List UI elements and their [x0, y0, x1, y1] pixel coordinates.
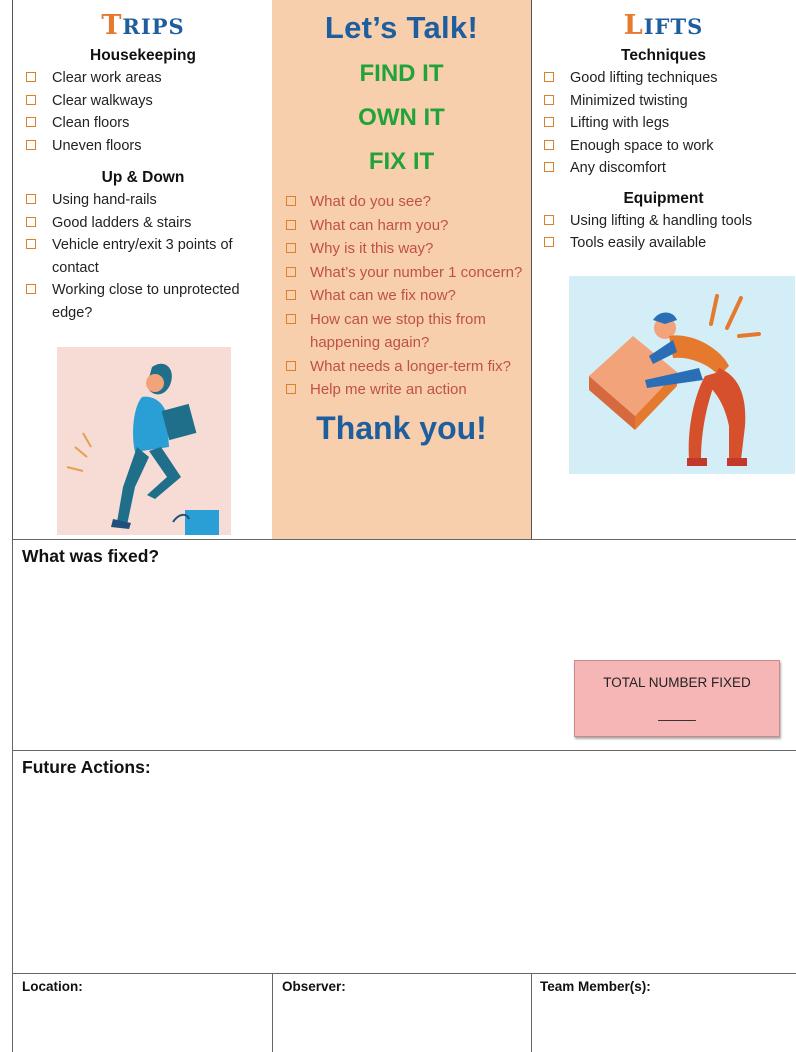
what-was-fixed-label: What was fixed? — [22, 546, 160, 566]
checkbox-icon[interactable] — [286, 384, 296, 394]
lifts-title — [531, 10, 796, 41]
checklist-item[interactable] — [25, 112, 273, 135]
total-number-fixed-blank: _____ — [658, 706, 696, 721]
checklist-item[interactable] — [543, 232, 796, 255]
find-it-heading: FIND IT — [359, 60, 444, 87]
question-label: What needs a longer-term fix? — [310, 357, 511, 375]
checklist-item[interactable] — [543, 112, 796, 135]
checklist-item[interactable] — [543, 67, 796, 90]
divider — [12, 539, 796, 540]
checklist-item-label: Minimized twisting — [570, 92, 688, 109]
trips-title-rest: RIPS — [122, 14, 185, 39]
question-label: Help me write an action — [310, 381, 467, 398]
future-actions-label: Future Actions: — [22, 757, 151, 777]
checklist-item-label: Using lifting & handling tools — [570, 212, 753, 229]
checklist-item[interactable] — [25, 135, 273, 158]
observer-label: Observer: — [282, 979, 346, 994]
lifts-title-rest: IFTS — [643, 14, 704, 39]
equipment-list — [531, 210, 796, 255]
checkbox-icon[interactable] — [26, 194, 36, 204]
checklist-item[interactable] — [25, 90, 273, 113]
checklist-item[interactable] — [25, 234, 273, 279]
techniques-list — [531, 67, 796, 180]
checkbox-icon[interactable] — [26, 95, 36, 105]
checkbox-icon[interactable] — [544, 237, 554, 247]
techniques-heading: Techniques — [621, 47, 706, 64]
lets-talk-title: Let’s Talk! — [324, 10, 479, 45]
checklist-item-label: Clean floors — [52, 115, 130, 131]
trips-title — [13, 10, 273, 41]
trips-column — [12, 0, 274, 539]
divider — [12, 539, 13, 1052]
checkbox-icon[interactable] — [286, 220, 296, 230]
safety-conversation-card — [12, 0, 796, 1052]
checklist-item[interactable] — [25, 67, 273, 90]
thank-you-text: Thank you! — [316, 409, 487, 446]
question-item[interactable] — [284, 284, 531, 308]
checklist-item[interactable] — [543, 135, 796, 158]
checklist-item-label: Any discomfort — [570, 160, 666, 176]
checkbox-icon[interactable] — [26, 239, 36, 249]
lifts-title-initial: L — [623, 10, 644, 41]
lets-talk-column — [272, 0, 532, 539]
checkbox-icon[interactable] — [26, 117, 36, 127]
checkbox-icon[interactable] — [286, 243, 296, 253]
question-label: What can harm you? — [310, 216, 449, 234]
question-item[interactable] — [284, 237, 531, 261]
question-label: What can we fix now? — [310, 287, 456, 304]
checklist-item-label: Using hand-rails — [52, 192, 157, 208]
divider — [12, 973, 796, 974]
checkbox-icon[interactable] — [286, 314, 296, 324]
checklist-item[interactable] — [25, 212, 273, 235]
checklist-item-label: Clear walkways — [52, 92, 153, 109]
question-item[interactable] — [284, 355, 531, 379]
total-number-fixed-label: TOTAL NUMBER FIXED — [603, 675, 751, 690]
checkbox-icon[interactable] — [26, 284, 36, 294]
checklist-item-label: Uneven floors — [52, 137, 142, 154]
checklist-item-label: Good lifting techniques — [570, 70, 718, 86]
location-label: Location: — [22, 979, 83, 994]
checklist-item[interactable] — [543, 90, 796, 113]
question-item[interactable] — [284, 308, 531, 355]
checkbox-icon[interactable] — [544, 215, 554, 225]
total-number-fixed-box[interactable] — [574, 660, 780, 737]
housekeeping-heading: Housekeeping — [90, 47, 196, 64]
question-item[interactable] — [284, 378, 531, 402]
lifts-column — [531, 0, 796, 539]
checkbox-icon[interactable] — [286, 267, 296, 277]
updown-heading: Up & Down — [101, 169, 185, 186]
checkbox-icon[interactable] — [286, 290, 296, 300]
fix-it-heading: FIX IT — [368, 148, 435, 175]
checkbox-icon[interactable] — [286, 361, 296, 371]
checklist-item-label: Working close to unprotected edge? — [52, 282, 240, 321]
checkbox-icon[interactable] — [544, 72, 554, 82]
tripping-person-illustration — [57, 347, 231, 535]
checkbox-icon[interactable] — [26, 140, 36, 150]
trips-title-initial: T — [101, 10, 123, 41]
checkbox-icon[interactable] — [544, 140, 554, 150]
checklist-item-label: Vehicle entry/exit 3 points of contact — [52, 237, 233, 276]
checkbox-icon[interactable] — [544, 117, 554, 127]
checkbox-icon[interactable] — [26, 72, 36, 82]
question-label: What’s your number 1 concern? — [310, 263, 523, 281]
divider — [272, 973, 273, 1052]
divider — [531, 973, 532, 1052]
checklist-item-label: Good ladders & stairs — [52, 214, 192, 231]
checklist-item-label: Lifting with legs — [570, 115, 670, 131]
checklist-item[interactable] — [543, 157, 796, 180]
divider — [12, 750, 796, 751]
checkbox-icon[interactable] — [286, 196, 296, 206]
question-item[interactable] — [284, 214, 531, 238]
housekeeping-list — [13, 67, 273, 157]
checkbox-icon[interactable] — [544, 95, 554, 105]
checklist-item-label: Clear work areas — [52, 70, 162, 86]
checklist-item[interactable] — [25, 279, 273, 324]
lifting-person-illustration — [569, 276, 795, 474]
question-label: How can we stop this from happening again? — [310, 310, 486, 351]
team-members-label: Team Member(s): — [540, 979, 651, 994]
question-list — [272, 190, 531, 402]
equipment-heading: Equipment — [623, 189, 704, 207]
checkbox-icon[interactable] — [26, 217, 36, 227]
checklist-item[interactable] — [543, 210, 796, 233]
question-label: What do you see? — [310, 193, 431, 210]
checklist-item-label: Enough space to work — [570, 137, 714, 154]
checkbox-icon[interactable] — [544, 162, 554, 172]
updown-list — [13, 189, 273, 324]
question-item[interactable] — [284, 261, 531, 285]
checklist-item[interactable] — [25, 189, 273, 212]
own-it-heading: OWN IT — [358, 104, 445, 131]
question-item[interactable] — [284, 190, 531, 214]
question-label: Why is it this way? — [310, 240, 434, 257]
checklist-item-label: Tools easily available — [570, 235, 707, 251]
